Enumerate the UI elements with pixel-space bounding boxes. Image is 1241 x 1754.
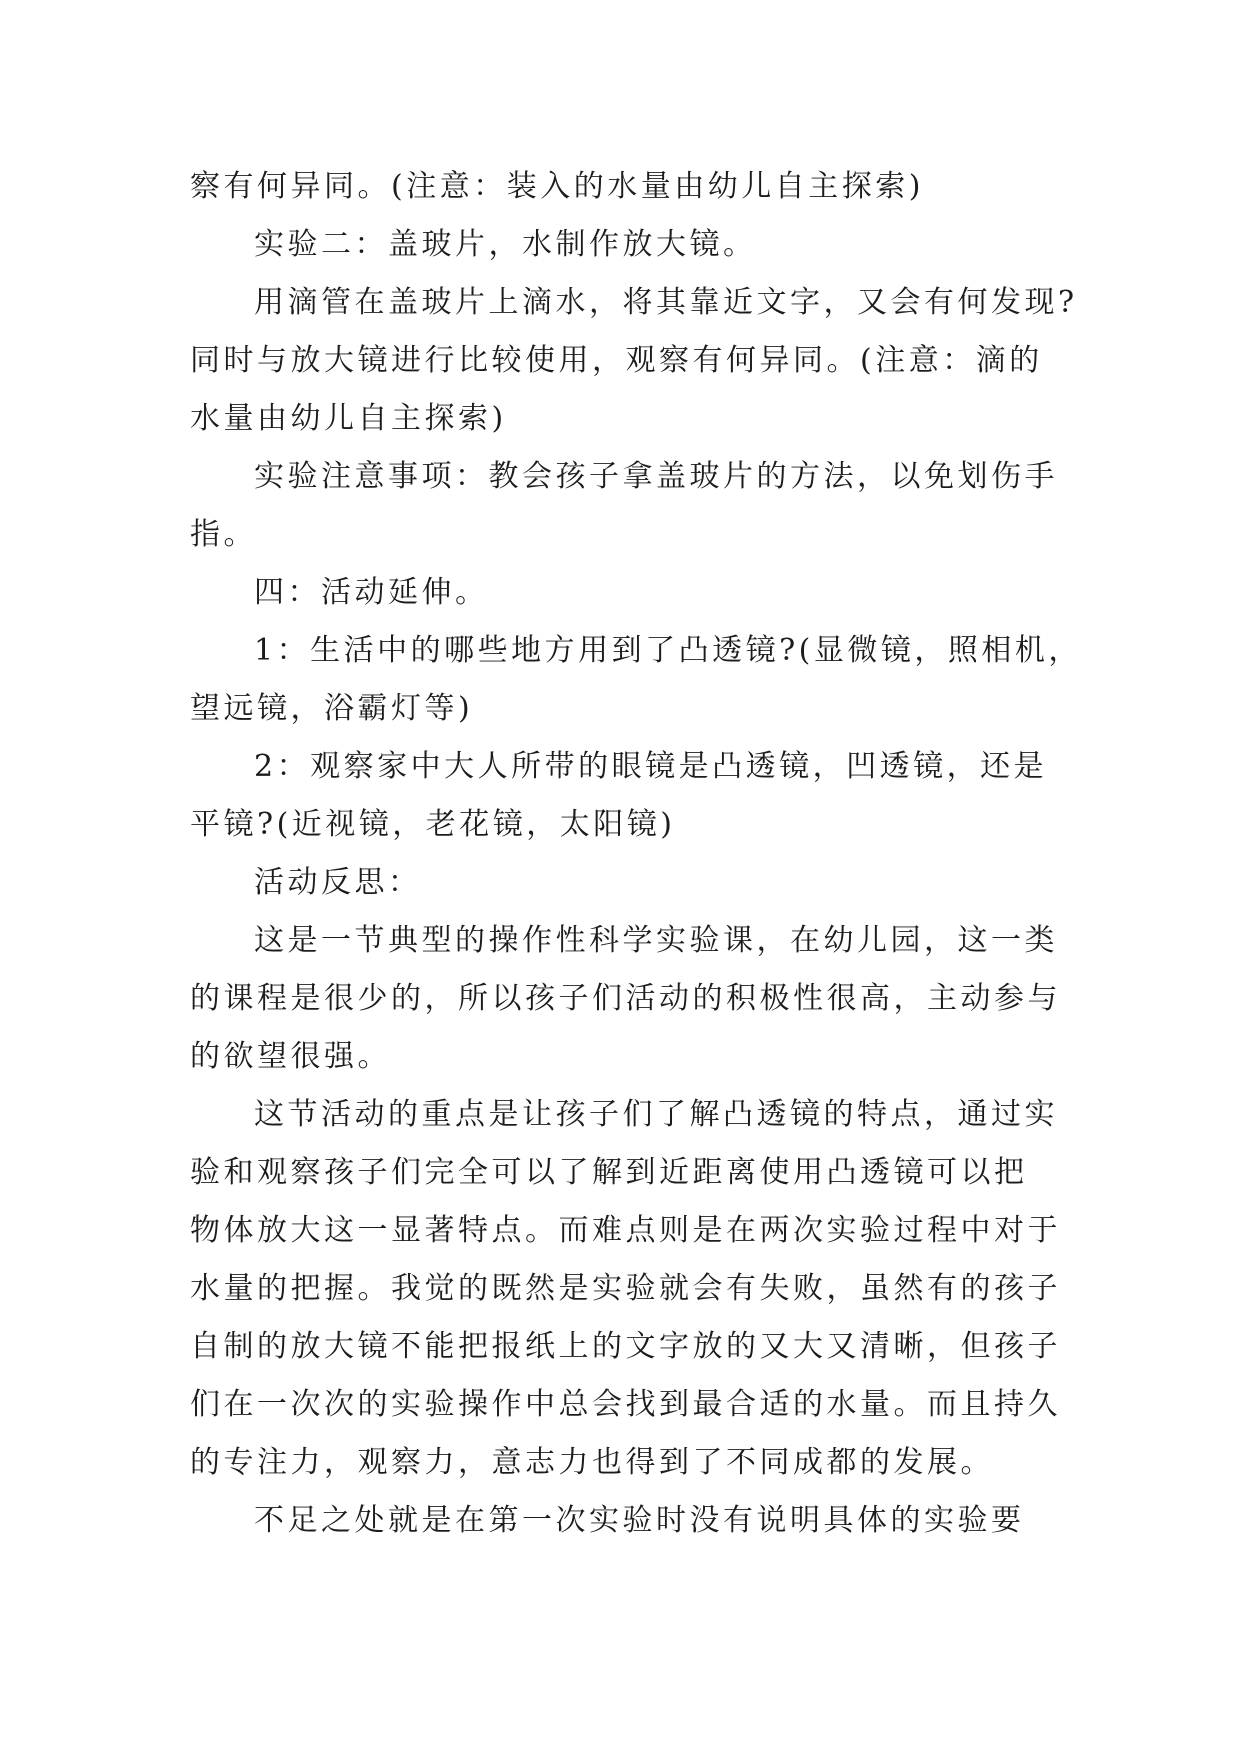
text-line: 这节活动的重点是让孩子们了解凸透镜的特点，通过实 (254, 1097, 1058, 1132)
text-line: 验和观察孩子们完全可以了解到近距离使用凸透镜可以把 (190, 1155, 1028, 1190)
text-line: 水量由幼儿自主探索) (190, 401, 507, 436)
text-line: 2：观察家中大人所带的眼镜是凸透镜，凹透镜，还是 (254, 749, 1048, 784)
text-line: 望远镜，浴霸灯等) (190, 691, 474, 726)
text-line: 自制的放大镜不能把报纸上的文字放的又大又清晰，但孩子 (190, 1329, 1061, 1364)
text-line: 这是一节典型的操作性科学实验课，在幼儿园，这一类 (254, 923, 1058, 958)
text-line: 水量的把握。我觉的既然是实验就会有失败，虽然有的孩子 (190, 1271, 1061, 1306)
text-line: 指。 (190, 517, 257, 552)
text-line: 平镜?(近视镜，老花镜，太阳镜) (190, 807, 676, 842)
text-line: 物体放大这一显著特点。而难点则是在两次实验过程中对于 (190, 1213, 1061, 1248)
text-line: 不足之处就是在第一次实验时没有说明具体的实验要 (254, 1503, 1025, 1538)
text-line: 四：活动延伸。 (254, 575, 489, 610)
text-line: 们在一次次的实验操作中总会找到最合适的水量。而且持久 (190, 1387, 1061, 1422)
text-line: 察有何异同。(注意：装入的水量由幼儿自主探索) (190, 169, 924, 204)
text-line: 同时与放大镜进行比较使用，观察有何异同。(注意：滴的 (190, 343, 1043, 378)
text-line: 的专注力，观察力，意志力也得到了不同成都的发展。 (190, 1445, 994, 1480)
text-line: 1：生活中的哪些地方用到了凸透镜?(显微镜，照相机， (254, 633, 1082, 668)
text-line: 的欲望很强。 (190, 1039, 391, 1074)
text-line: 用滴管在盖玻片上滴水，将其靠近文字，又会有何发现? (254, 285, 1078, 320)
text-line: 实验注意事项：教会孩子拿盖玻片的方法，以免划伤手 (254, 459, 1058, 494)
text-line: 的课程是很少的，所以孩子们活动的积极性很高，主动参与 (190, 981, 1061, 1016)
text-line: 活动反思： (254, 865, 422, 900)
document-page (190, 158, 1082, 1550)
text-line: 实验二：盖玻片，水制作放大镜。 (254, 227, 757, 262)
